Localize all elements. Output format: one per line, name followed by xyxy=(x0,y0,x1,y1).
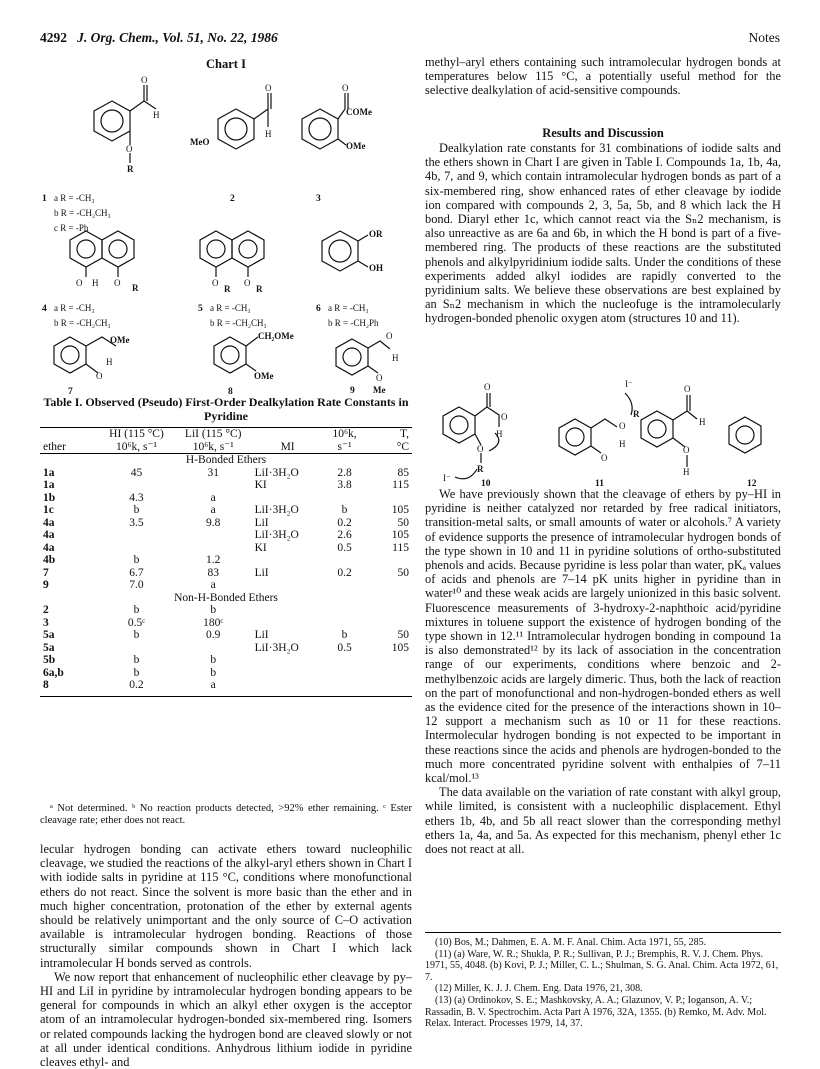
col-t: T, xyxy=(365,428,412,441)
rate-table xyxy=(40,427,412,697)
cell-mi xyxy=(252,617,324,630)
left-column xyxy=(40,55,412,1069)
cell-lii xyxy=(175,479,252,492)
cell-lii: 83 xyxy=(207,566,219,579)
atom-o: O xyxy=(141,75,148,85)
table-footnote: ᵃ Not determined. ᵇ No reaction products detected, >92% ether remaining. ᶜ Ester cleavage rate; ether does not react. xyxy=(40,803,412,826)
cell-hi xyxy=(98,529,175,542)
cell-lii: a xyxy=(210,679,216,691)
cell-hi: b xyxy=(133,504,140,516)
compound-number: 5 xyxy=(198,304,203,314)
cell-ether: 3 xyxy=(43,616,49,629)
cell-mi: LiI·3H₂O xyxy=(254,466,299,479)
cell-hi xyxy=(98,542,175,555)
cell-ether: 5a xyxy=(43,641,55,654)
table-row xyxy=(40,642,412,655)
cell-t: 105 xyxy=(391,641,409,654)
structure-9 xyxy=(336,331,399,396)
label-1c: c R = -Ph xyxy=(54,223,89,233)
cell-mi xyxy=(252,492,324,505)
structure-5 xyxy=(198,231,267,328)
atom-ome: OMe xyxy=(346,141,366,151)
compound-number: 6 xyxy=(316,304,321,314)
atom-o: O xyxy=(212,278,219,288)
discussion-text xyxy=(425,487,781,856)
atom-o: O xyxy=(114,278,121,288)
reference: (10) Bos, M.; Dahmen, E. A. M. F. Anal. Chim. Acta 1971, 55, 285. xyxy=(435,937,707,948)
atom-h: H xyxy=(153,110,160,120)
cell-ether: 6a,b xyxy=(43,666,64,679)
cell-t xyxy=(365,667,412,680)
section-label: Notes xyxy=(748,30,780,45)
cell-ether: 2 xyxy=(43,604,49,616)
table-row xyxy=(40,604,412,617)
col-hi: HI (115 °C) xyxy=(98,428,175,441)
atom-oh: OH xyxy=(369,263,384,273)
cell-k xyxy=(324,617,366,630)
cell-k xyxy=(324,679,366,692)
table-row xyxy=(40,567,412,580)
structure-10 xyxy=(443,382,508,488)
structure-7 xyxy=(54,335,130,397)
compound-number: 4 xyxy=(42,304,47,314)
atom-o: O xyxy=(376,373,383,383)
cell-ether: 4a xyxy=(43,541,55,554)
atom-r: R xyxy=(127,164,134,174)
table-row xyxy=(40,492,412,505)
cell-hi xyxy=(98,642,175,655)
compound-number: 12 xyxy=(747,479,757,488)
atom-o: O xyxy=(619,421,626,431)
cell-mi: KI xyxy=(254,479,267,491)
table-section-row xyxy=(40,592,412,605)
cell-hi: 6.7 xyxy=(129,566,144,579)
cell-mi xyxy=(252,654,324,667)
right-intro xyxy=(425,55,781,98)
compound-number: 11 xyxy=(595,479,604,488)
iodide: I⁻ xyxy=(443,473,451,483)
cell-hi: b xyxy=(133,604,140,616)
col-k: 10⁶k, xyxy=(324,428,366,441)
cell-lii: 9.8 xyxy=(206,516,221,529)
reference: (11) (a) Ware, W. R.; Shukla, P. R.; Sullivan, P. J.; Bremphis, R. V. J. Chem. Phys. 1971, 55, 4048. (b) Kovi, P. J.; Miller, C. L.; Shulman, S. G. Anal. Chim. Acta 1972, 61, 7. xyxy=(425,948,779,983)
journal-citation: J. Org. Chem., Vol. 51, No. 22, 1986 xyxy=(77,30,278,45)
cell-t xyxy=(365,579,412,592)
page-header xyxy=(40,30,780,50)
atom-r: R xyxy=(477,464,484,474)
atom-o: O xyxy=(683,445,690,455)
col-lii-unit: 10⁶k, s⁻¹ xyxy=(175,441,252,454)
chart-structures xyxy=(40,71,412,361)
left-body-text xyxy=(40,842,412,1069)
structure-8 xyxy=(214,331,294,397)
label-4b: b R = -CH₂CH₃ xyxy=(54,318,111,328)
cell-t: 85 xyxy=(397,466,409,479)
cell-hi: b xyxy=(133,666,140,679)
cell-hi xyxy=(98,479,175,492)
cell-ether: 4a xyxy=(43,529,55,541)
cell-mi xyxy=(252,579,324,592)
paragraph: We have previously shown that the cleavage of ethers by py–HI in pyridine is neither catalyzed nor retarded by free radical initiators, transition-metal salts, or small amounts of water or alcohols.⁷ A variety of evidence supports the presence of intramolecular hydrogen bonds of the type shown in 10 and 11 in pyridine solutions of ortho-substituted phenols and acids. Because pyridine is less polar than water, pKₐ values of acids and phenols are 7–14 pK units higher in pyridine than in water¹⁰ and these weak acids are largely unionized in this basic solvent. Fluorescence measurements of 3-hydroxy-2-naphthoic acid/pyridine mixtures in toluene support the existence of hydrogen bonding of the type shown in 12.¹¹ Intramolecular hydrogen bonding in compound 1a is also demonstrated¹² by its lack of association in the concentration range of our experiments, conditions where benzoic and 2-methylbenzoic acids are largely dimeric. Thus, both the lack of reaction on the part of monofunctional and non-hydrogen-bonded ethers as well as the evidence cited for the presence of the interactions shown in 10–12 support a mechanism such as 10 or 11 for these reactions. Intermolecular hydrogen bonding is not expected to be important in these reactions since the acids and phenols are hydrogen-bonded to the much more concentrated pyridine solvent with enthalpies of 7–11 kcal/mol.¹³ xyxy=(425,487,781,786)
atom-o: O xyxy=(126,144,133,154)
table-header-row xyxy=(40,428,412,441)
atom-h: H xyxy=(265,129,272,139)
paragraph: Dealkylation rate constants for 31 combinations of iodide salts and the ethers shown in Chart I are given in Table I. Compounds 1a, 1b, 4a, 4b, 7, and 9, which contain intramolecular hydrogen bonds as part of a six-membered ring, show enhanced rates of ether cleavage by iodide ion compared with compounds 2, 3, 5a, 5b, and 8 which lack the H bond. Diaryl ether 1c, which cannot react via the Sₙ2 mechanism, is also unreactive as are 6a and 6b, in which the H bond is part of a five-membered ring. The products of these reactions are the substituted phenols and alkylpyridinium iodide salts. Under the conditions of these experiments added alkyl iodides are rapidly converted to the pyridinium salts. We believe these observations are best explained by an Sₙ2 mechanism in which the nucleofuge is the intramolecularly hydrogen-bonded phenolic oxygen atom (structures 10 and 11). xyxy=(425,141,781,326)
table-row xyxy=(40,679,412,692)
atom-r: R xyxy=(132,283,139,293)
atom-h: H xyxy=(496,429,503,439)
cell-mi: LiI xyxy=(254,566,269,579)
reference: (12) Miller, K. J. J. Chem. Eng. Data 1976, 21, 308. xyxy=(435,983,643,995)
cell-lii: a xyxy=(210,504,216,516)
cell-t xyxy=(365,654,412,667)
mechanism-scheme xyxy=(425,373,781,488)
cell-k: 0.2 xyxy=(337,566,352,579)
col-lii: LiI (115 °C) xyxy=(175,428,252,441)
cell-t: 50 xyxy=(397,516,409,529)
table-row xyxy=(40,617,412,630)
cell-lii xyxy=(175,642,252,655)
cell-hi: b xyxy=(133,629,140,641)
cell-mi: LiI·3H₂O xyxy=(254,504,299,516)
cell-lii: 180ᶜ xyxy=(203,616,224,629)
cell-lii: b xyxy=(210,654,217,666)
label-6a: a R = -CH₃ xyxy=(328,303,369,313)
cell-hi: 7.0 xyxy=(129,579,144,591)
cell-mi: LiI xyxy=(254,629,269,641)
table-row xyxy=(40,529,412,542)
cell-ether: 4a xyxy=(43,516,55,529)
cell-hi: b xyxy=(133,554,140,566)
references xyxy=(425,932,781,1030)
paragraph: The data available on the variation of rate constant with alkyl group, while limited, is consistent with a nucleophilic displacement. Ethyl ethers 1b, 4b, and 5b all react slower than the corresponding methyl ethers 1a, 4a, and 5a. As expected for this mechanism, phenyl ether 1c does not react at all. xyxy=(425,785,781,857)
atom-o: O xyxy=(477,444,484,454)
cell-k: b xyxy=(341,629,348,641)
cell-lii: b xyxy=(210,604,217,616)
table-row xyxy=(40,517,412,530)
atom-ome: OMe xyxy=(110,335,130,345)
structure-6 xyxy=(316,229,383,328)
cell-hi: 0.2 xyxy=(129,679,144,691)
section-heading: Results and Discussion xyxy=(542,126,664,140)
table-row xyxy=(40,629,412,642)
cell-k xyxy=(324,579,366,592)
structure-3 xyxy=(302,83,372,204)
cell-mi: LiI·3H₂O xyxy=(254,529,299,541)
cell-k xyxy=(324,492,366,505)
cell-k xyxy=(324,667,366,680)
cell-mi xyxy=(252,679,324,692)
table-title: Table I. Observed (Pseudo) First-Order Dealkylation Rate Constants in Pyridine xyxy=(43,395,409,423)
cell-lii: 1.2 xyxy=(206,554,221,566)
label-5a: a R = -CH₃ xyxy=(210,303,251,313)
atom-o: O xyxy=(484,382,491,392)
table-header-units xyxy=(40,441,412,454)
cell-hi: 3.5 xyxy=(129,516,144,529)
cell-mi: KI xyxy=(254,541,267,554)
cell-k: 0.2 xyxy=(337,516,352,529)
compound-number: 2 xyxy=(230,194,235,204)
paragraph: methyl–aryl ethers containing such intramolecular hydrogen bonds at temperatures below 115 °C, a potentially useful method for the selective dealkylation of acid-sensitive compounds. xyxy=(425,55,781,98)
cell-mi xyxy=(252,604,324,617)
chart-structures-row3 xyxy=(40,327,412,397)
cell-t: 105 xyxy=(391,504,409,516)
cell-k: b xyxy=(341,504,348,516)
col-ether: ether xyxy=(40,441,98,454)
table-row xyxy=(40,504,412,517)
atom-r: R xyxy=(633,409,640,419)
atom-o: O xyxy=(76,278,83,288)
paragraph: lecular hydrogen bonding can activate ethers toward nucleophilic cleavage, we studied the reactions of the alkyl-aryl ethers shown in Chart I with iodide salts in pyridine at 115 °C, conditions where monofunctional ethers do not react. Since the solvent is more basic than the ether and in much higher concentration, protonation of the ether by external agents should be relatively unimportant and the only source of C–O activation available is intramolecular hydrogen bonding. Reactions of those structurally similar compounds shown in Chart I which lack intramolecular H bonds served as controls. xyxy=(40,842,412,970)
cell-ether: 4b xyxy=(43,554,56,566)
cell-k: 0.5 xyxy=(337,641,352,654)
atom-h: H xyxy=(683,467,690,477)
table-row xyxy=(40,542,412,555)
cell-ether: 5a xyxy=(43,629,55,641)
compound-number: 7 xyxy=(68,387,73,397)
results-text xyxy=(425,141,781,326)
cell-t: 105 xyxy=(391,529,409,541)
cell-mi xyxy=(252,667,324,680)
atom-o: O xyxy=(342,83,349,93)
cell-t: 50 xyxy=(397,566,409,579)
chart-title: Chart I xyxy=(206,57,246,71)
cell-lii: 31 xyxy=(207,466,219,479)
label-1b: b R = -CH₂CH₃ xyxy=(54,208,111,218)
table-row xyxy=(40,479,412,492)
atom-h: H xyxy=(392,353,399,363)
atom-ome: OMe xyxy=(254,371,274,381)
cell-mi: LiI·3H₂O xyxy=(254,641,299,654)
cell-t xyxy=(365,554,412,567)
cell-k: 2.8 xyxy=(337,466,352,479)
cell-t xyxy=(365,617,412,630)
cell-t: 50 xyxy=(397,629,409,641)
compound-number: 10 xyxy=(481,479,491,488)
cell-t: 115 xyxy=(392,541,409,554)
label-4a: a R = -CH₃ xyxy=(54,303,95,313)
cell-t xyxy=(365,604,412,617)
cell-hi: 45 xyxy=(130,466,143,479)
atom-meo: MeO xyxy=(190,137,210,147)
page-number: 4292 xyxy=(40,30,67,45)
atom-o: O xyxy=(96,371,103,381)
iodide: I⁻ xyxy=(625,379,633,389)
cell-k: 0.5 xyxy=(337,541,352,554)
table-row xyxy=(40,579,412,592)
table-end-rule xyxy=(40,692,412,697)
table-section-title: H-Bonded Ethers xyxy=(185,454,267,466)
cell-hi: b xyxy=(133,654,140,666)
cell-k xyxy=(324,654,366,667)
paragraph: We now report that enhancement of nucleophilic ether cleavage by py–HI and LiI in pyridine by intramolecular hydrogen bonding appears to be general for compounds in which an alkyl ether oxygen is the acceptor atom of an intramolecular hydrogen-bonded six-membered ring. Isomers or related compounds lacking the hydrogen bond are cleaved slowly or not at all under identical conditions. Anhydrous lithium iodide in pyridine cleaves ethyl- and xyxy=(40,969,412,1069)
compound-number: 3 xyxy=(316,194,321,204)
table-row xyxy=(40,467,412,480)
table-row xyxy=(40,554,412,567)
structure-1 xyxy=(42,75,160,233)
col-t-unit: °C xyxy=(365,441,412,454)
cell-lii: a xyxy=(210,491,216,504)
atom-or: OR xyxy=(369,229,383,239)
atom-come: COMe xyxy=(346,107,372,117)
cell-mi xyxy=(252,554,324,567)
cell-ether: 1b xyxy=(43,491,56,504)
cell-t xyxy=(365,492,412,505)
table-section-row xyxy=(40,454,412,467)
cell-ether: 1a xyxy=(43,466,55,479)
atom-o: O xyxy=(601,453,608,463)
atom-o: O xyxy=(386,331,393,341)
structure-2 xyxy=(190,83,272,204)
cell-lii xyxy=(175,542,252,555)
col-k-unit: s⁻¹ xyxy=(324,441,366,454)
cell-hi: 4.3 xyxy=(129,491,144,504)
cell-k xyxy=(324,604,366,617)
cell-mi: LiI xyxy=(254,516,269,529)
cell-t xyxy=(365,679,412,692)
atom-ch2ome: CH₂OMe xyxy=(258,331,294,341)
cell-t: 115 xyxy=(392,479,409,491)
atom-me: Me xyxy=(373,385,386,395)
structure-12 xyxy=(641,384,761,488)
cell-k: 3.8 xyxy=(337,479,352,491)
atom-r: R xyxy=(224,284,231,294)
compound-number: 8 xyxy=(228,387,233,397)
cell-lii xyxy=(175,529,252,542)
label-5b: b R = -CH₂CH₃ xyxy=(210,318,267,328)
cell-ether: 1a xyxy=(43,479,55,491)
cell-lii: a xyxy=(210,579,216,591)
cell-ether: 8 xyxy=(43,679,49,691)
structure-11 xyxy=(559,379,640,488)
atom-h: H xyxy=(699,417,706,427)
atom-o: O xyxy=(684,384,691,394)
label-6b: b R = -CH₂Ph xyxy=(328,318,379,328)
cell-ether: 1c xyxy=(43,504,54,516)
atom-h: H xyxy=(619,439,626,449)
reference: (13) (a) Ordinokov, S. E.; Mashkovsky, A. A.; Glazunov, V. P.; Ioganson, A. V.; Rassadin, B. V. Spectrochim. Acta Part A 1976, 32A, 1355. (b) Remko, M. Adv. Mol. Relax. Interact. Processes 1979, 14, 37. xyxy=(425,994,767,1030)
cell-ether: 7 xyxy=(43,566,49,579)
cell-hi: 0.5ᶜ xyxy=(127,616,146,629)
header-left xyxy=(40,30,278,46)
col-mi: MI xyxy=(252,441,324,454)
atom-r: R xyxy=(256,284,263,294)
atom-o: O xyxy=(265,83,272,93)
label-1a: a R = -CH₃ xyxy=(54,193,95,203)
table-row xyxy=(40,667,412,680)
structure-4 xyxy=(42,231,139,328)
atom-o: O xyxy=(501,412,508,422)
table-section-title: Non-H-Bonded Ethers xyxy=(174,591,278,604)
cell-k: 2.6 xyxy=(337,529,352,541)
atom-o: O xyxy=(244,278,251,288)
compound-number: 1 xyxy=(42,194,47,204)
compound-number: 9 xyxy=(350,386,355,396)
table-row xyxy=(40,654,412,667)
cell-k xyxy=(324,554,366,567)
col-hi-unit: 10⁶k, s⁻¹ xyxy=(98,441,175,454)
cell-lii: 0.9 xyxy=(206,629,221,641)
atom-h: H xyxy=(106,357,113,367)
cell-ether: 5b xyxy=(43,654,56,666)
cell-lii: b xyxy=(210,666,217,679)
atom-h: H xyxy=(92,278,99,288)
cell-ether: 9 xyxy=(43,579,49,591)
